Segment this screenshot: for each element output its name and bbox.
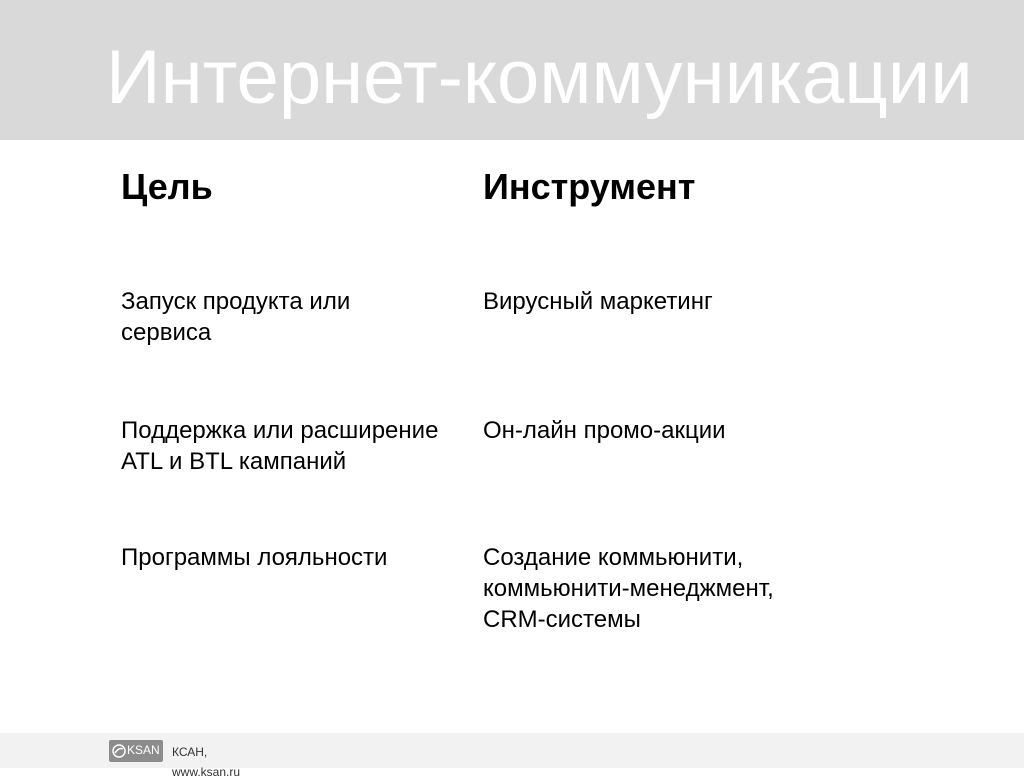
tool-cell <box>483 542 843 635</box>
column-header-goal: Цель <box>121 166 213 207</box>
tool-cell-line: Вирусный маркетинг <box>483 288 713 315</box>
tool-cell-line: Он-лайн промо-акции <box>483 417 726 444</box>
ksan-logo-icon <box>112 744 126 758</box>
footer-company <box>172 742 240 782</box>
footer-company-name: КСАН, <box>172 745 208 759</box>
tool-cell <box>483 415 843 446</box>
slide-title: Интернет-коммуникации <box>106 35 973 120</box>
goal-cell <box>121 415 471 477</box>
goal-cell-line: Запуск продукта или <box>121 288 351 315</box>
goal-cell-line: Поддержка или расширение <box>121 417 439 444</box>
logo-text: KSAN <box>127 743 160 757</box>
column-header-tool: Инструмент <box>483 166 696 207</box>
goal-cell-line: Программы лояльности <box>121 544 388 571</box>
goal-cell-line: ATL и BTL кампаний <box>121 448 347 475</box>
goal-cell-line: сервиса <box>121 319 212 346</box>
footer-url: www.ksan.ru <box>172 765 241 779</box>
company-logo <box>109 740 163 762</box>
tool-cell <box>483 286 843 317</box>
tool-cell-line: CRM-системы <box>483 606 641 633</box>
tool-cell-line: Создание коммьюнити, <box>483 544 744 571</box>
tool-cell-line: коммьюнити-менеджмент, <box>483 575 774 602</box>
goal-cell <box>121 542 471 573</box>
goal-cell <box>121 286 471 348</box>
